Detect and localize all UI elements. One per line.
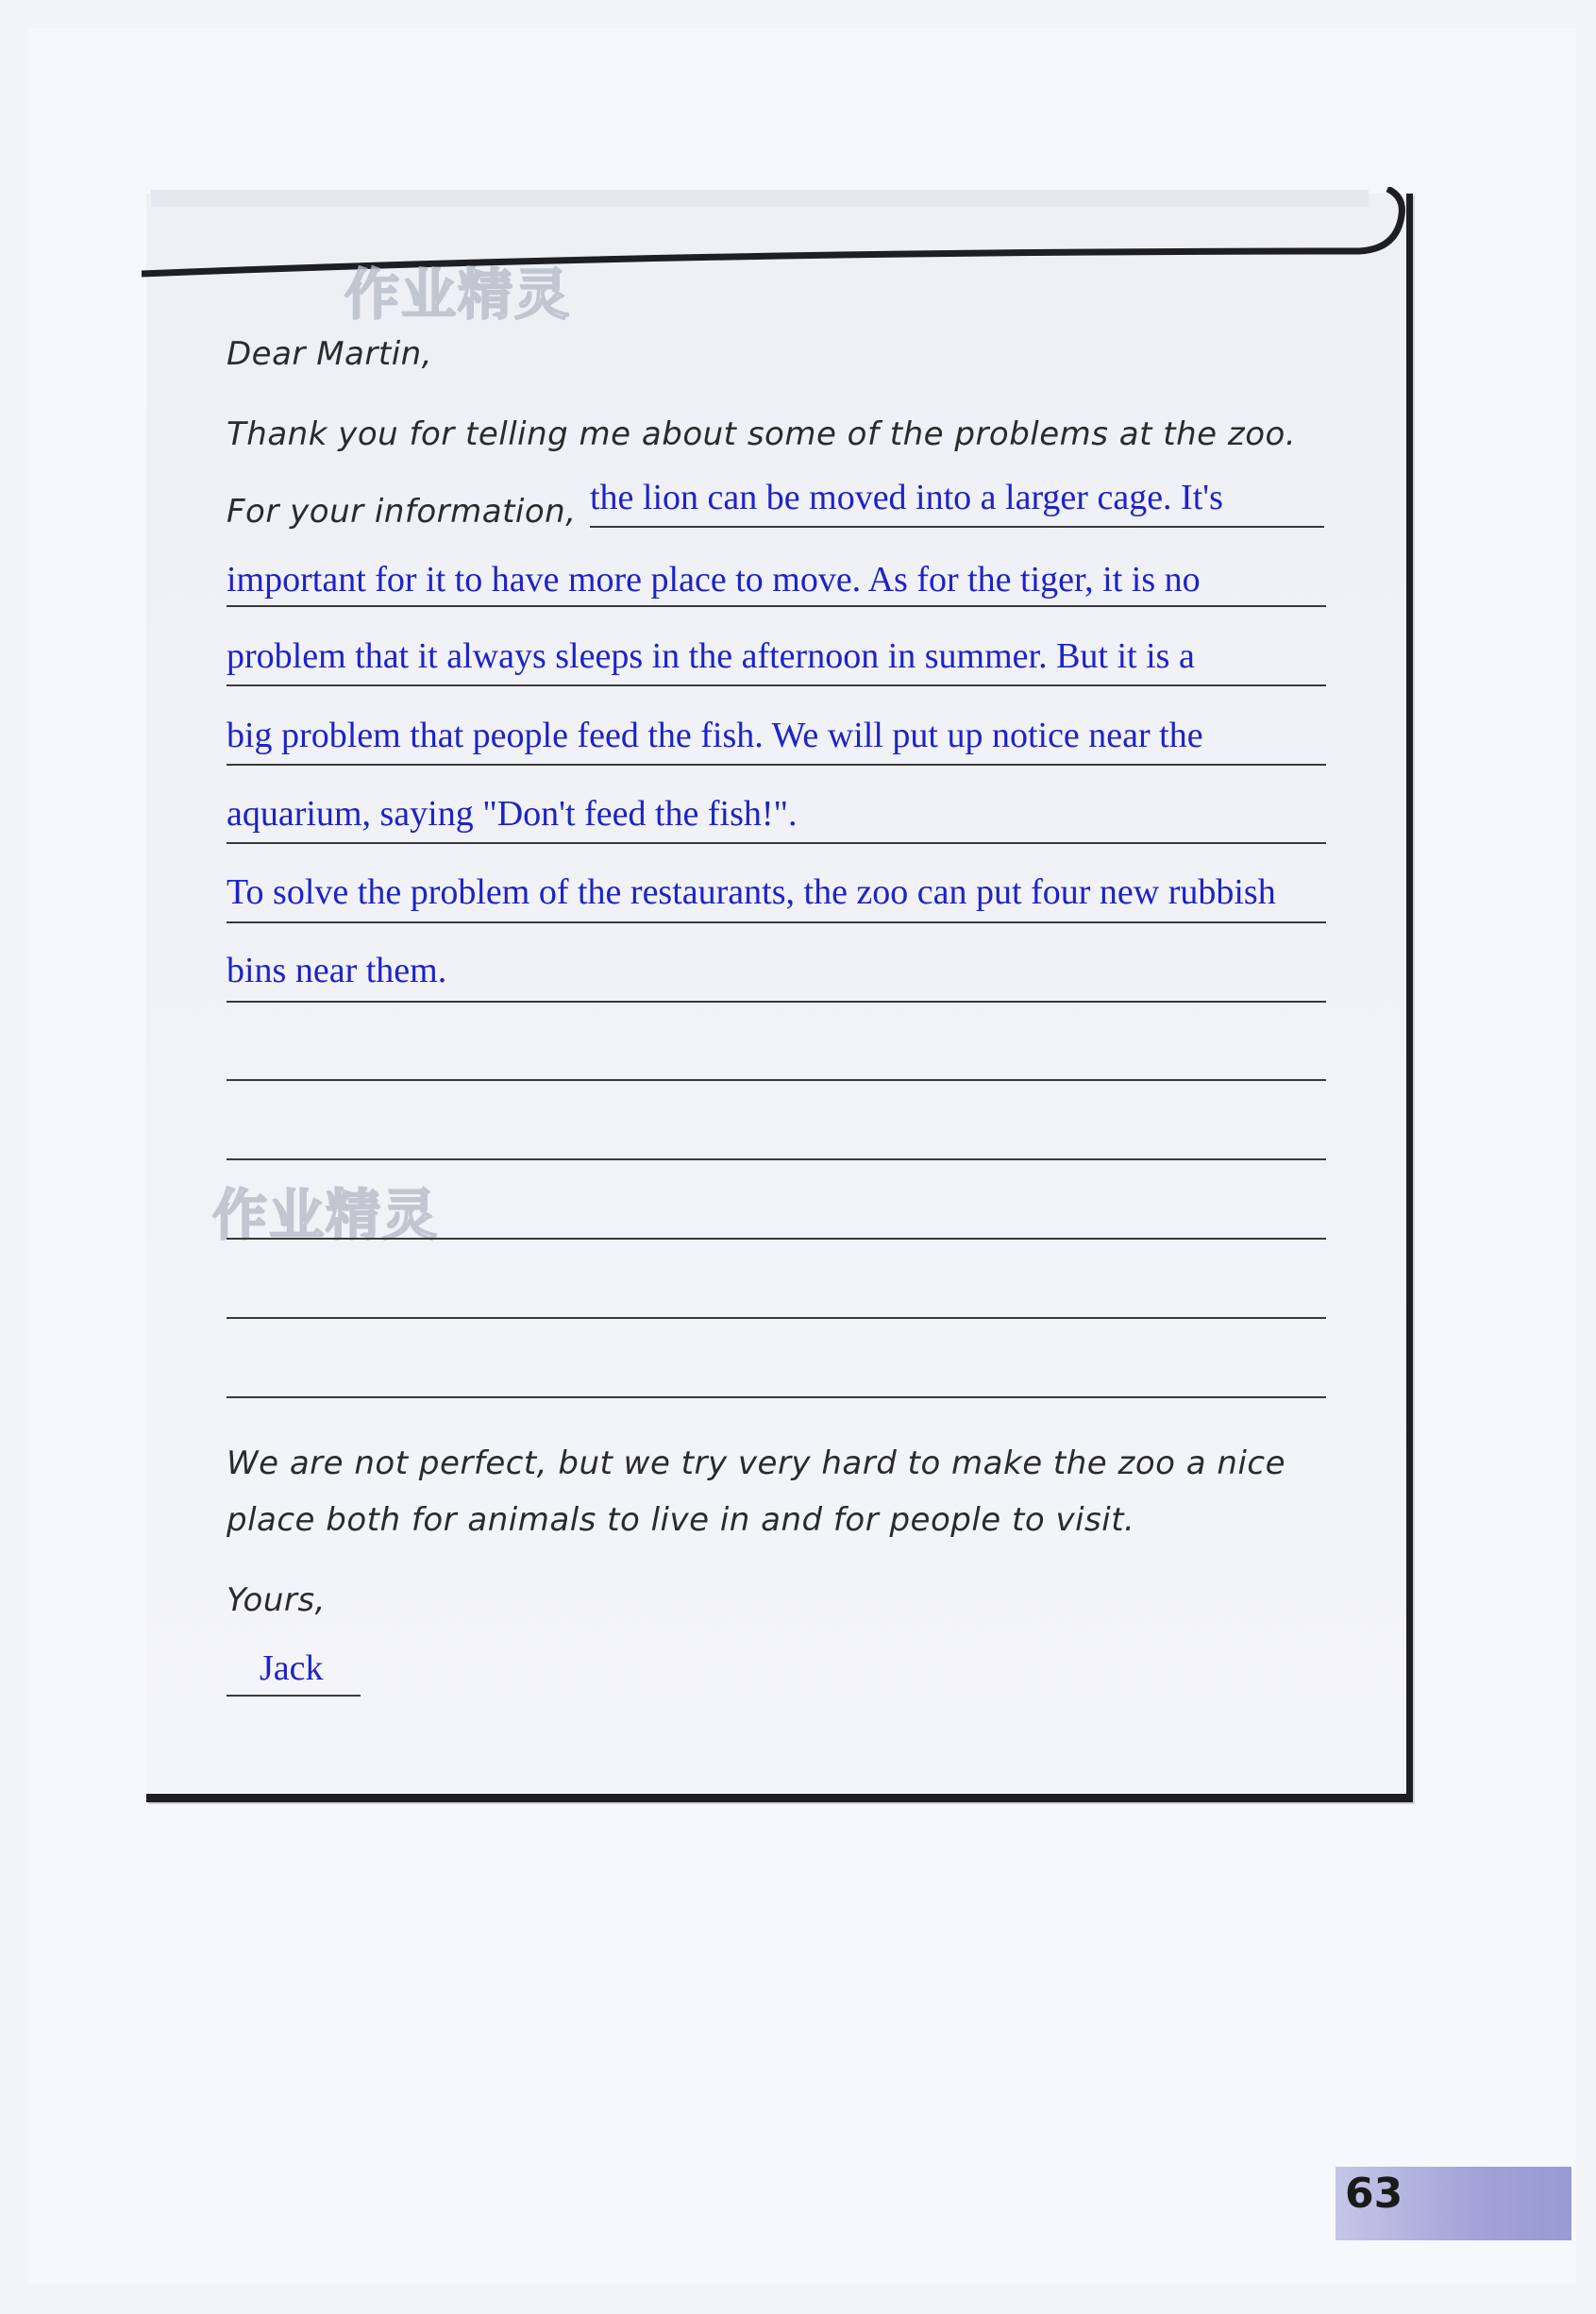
answer-rule-4 (227, 764, 1326, 766)
page-number: 63 (1345, 2170, 1403, 2218)
letter-line-1: Thank you for telling me about some of the problems at the zoo. (227, 415, 1297, 453)
empty-rule-5 (227, 1396, 1326, 1398)
watermark-middle: 作业精灵 (212, 1183, 440, 1247)
answer-rule-5 (227, 842, 1326, 844)
answer-rule-7 (227, 1001, 1326, 1003)
answer-rule-1 (590, 526, 1324, 528)
empty-rule-3 (227, 1238, 1326, 1240)
watermark-top: 作业精灵 (344, 262, 572, 327)
answer-rule-3 (227, 684, 1326, 686)
empty-rule-4 (227, 1317, 1326, 1319)
answer-line-3: problem that it always sleeps in the afternoon in summer. But it is a (227, 636, 1195, 676)
empty-rule-2 (227, 1158, 1326, 1160)
closing-line-2: place both for animals to live in and for people to visit. (227, 1501, 1135, 1539)
answer-line-2: important for it to have more place to move. As for the tiger, it is no (227, 560, 1201, 600)
signature: Jack (260, 1648, 324, 1688)
letter-line-2-prefix: For your information, (227, 493, 577, 531)
answer-line-5: aquarium, saying "Don't feed the fish!". (227, 794, 798, 834)
answer-line-7: bins near them. (227, 951, 447, 990)
closing-line-1: We are not perfect, but we try very hard to make the zoo a nice (227, 1444, 1286, 1482)
signature-rule (227, 1695, 361, 1697)
answer-line-1: the lion can be moved into a larger cage. It's (590, 478, 1223, 517)
answer-line-4: big problem that people feed the fish. We will put up notice near the (227, 716, 1203, 755)
sign-off: Yours, (227, 1581, 326, 1619)
salutation: Dear Martin, (227, 335, 433, 373)
empty-rule-1 (227, 1079, 1326, 1081)
answer-line-6: To solve the problem of the restaurants, the zoo can put four new rubbish (227, 872, 1276, 912)
answer-rule-2 (227, 605, 1326, 607)
answer-rule-6 (227, 921, 1326, 923)
paper-top-curl (142, 187, 1411, 281)
